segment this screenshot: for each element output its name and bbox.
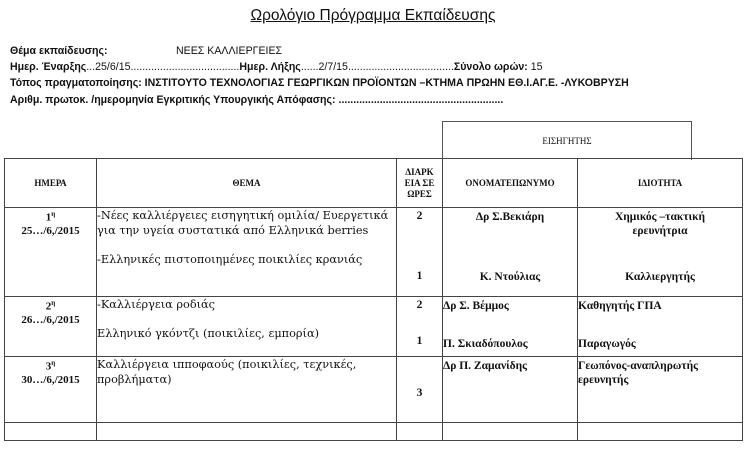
empty-cell <box>397 423 443 441</box>
approval-label: Αριθμ. πρωτοκ. /ημερομηνία Εγκριτικής Υπουργικής Απόφασης: <box>10 94 339 106</box>
subject-label: Θέμα εκπαίδευσης: <box>10 45 108 57</box>
schedule-table <box>4 158 743 441</box>
hours-value: 1 <box>416 335 423 347</box>
role-cell <box>578 208 743 297</box>
document-title: Ωρολόγιο Πρόγραμμα Εκπαίδευσης <box>250 7 496 24</box>
role-cell <box>578 297 743 357</box>
hours-value: 2 <box>416 210 423 222</box>
hours-value: 1 <box>416 270 423 282</box>
hours-label: Σύνολο ωρών: <box>453 61 528 73</box>
header-duration-line: ΕΙΑ ΣΕ <box>404 177 435 188</box>
approval-value: ........................................................ <box>338 94 504 106</box>
start-value: ...25/6/15..................................... <box>86 61 240 73</box>
hours-cell <box>397 357 443 423</box>
empty-cell <box>578 423 743 441</box>
empty-cell <box>443 423 578 441</box>
day-date: 25…/6,/2015 <box>21 224 80 237</box>
day-number: 1 <box>45 211 52 224</box>
day-suffix: η <box>51 359 56 367</box>
header-day: ΗΜΕΡΑ <box>5 159 97 208</box>
speaker-role: Παραγωγός <box>578 338 636 350</box>
end-label: Ημερ. Λήξης <box>239 61 301 73</box>
hours-cell <box>397 297 443 357</box>
topic-cell <box>97 357 397 423</box>
subject-value: ΝΕΕΣ ΚΑΛΛΙΕΡΓΕΙΕΣ <box>176 45 283 57</box>
speaker-name: Κ. Ντούλιας <box>479 271 541 283</box>
name-cell <box>443 357 578 423</box>
topic-cell <box>97 297 397 357</box>
header-topic: ΘΕΜΑ <box>97 159 397 208</box>
speaker-role: Γεωπόνος-αναπληρωτής ερευνητής <box>578 360 698 386</box>
table-row <box>5 357 743 423</box>
table-row <box>5 208 743 297</box>
header-row <box>5 159 743 208</box>
day-suffix: η <box>51 299 56 307</box>
empty-cell <box>5 423 97 441</box>
speaker-role: Καθηγητής ΓΠΑ <box>578 300 662 312</box>
topic-text: Καλλιέργεια ιπποφαούς (ποικιλίες, τεχνικές, προβλήματα) <box>97 358 357 386</box>
subject-line <box>10 45 283 57</box>
empty-cell <box>97 423 397 441</box>
speaker-name: Δρ Σ. Βέμμος <box>443 300 509 312</box>
topic-cell <box>97 208 397 297</box>
topic-text: -Ελληνικές πιστοποιημένες ποικιλίες κρανιάς <box>97 253 363 266</box>
day-suffix: η <box>51 210 56 218</box>
hours-value: 2 <box>416 299 423 311</box>
day-date: 30…/6,/2015 <box>21 373 80 386</box>
place-line <box>10 77 629 89</box>
place-label: Τόπος πραγματοποίησης: <box>10 77 145 89</box>
dates-line <box>10 61 543 73</box>
approval-line <box>10 94 503 106</box>
day-cell <box>5 297 97 357</box>
hours-value: 3 <box>416 387 423 399</box>
speaker-name: Δρ Σ.Βεκιάρη <box>475 211 545 223</box>
name-cell <box>443 208 578 297</box>
speaker-role: Χημικός –τακτική ερευνήτρια <box>614 211 706 237</box>
name-cell <box>443 297 578 357</box>
header-duration-line: ΩΡΕΣ <box>407 188 432 199</box>
topic-text: -Νέες καλλιέργειες εισηγητική ομιλία/ Ευεργετικά για την υγεία συστατικά από Ελληνικά berries <box>97 209 389 237</box>
start-label: Ημερ. Έναρξης <box>10 61 87 73</box>
speaker-name: Δρ Π. Ζαμανίδης <box>443 360 528 372</box>
hours-cell <box>397 208 443 297</box>
speaker-group-header: ΕΙΣΗΓΗΤΗΣ <box>442 121 692 160</box>
day-cell <box>5 357 97 423</box>
day-number: 3 <box>45 360 52 373</box>
day-date: 26…/6,/2015 <box>21 313 80 326</box>
day-cell <box>5 208 97 297</box>
place-value: ΙΝΣΤΙΤΟΥΤΟ ΤΕΧΝΟΛΟΓΙΑΣ ΓΕΩΡΓΙΚΩΝ ΠΡΟΪΟΝΤΩΝ –ΚΤΗΜΑ ΠΡΩΗΝ ΕΘ.Ι.ΑΓ.Ε. -ΛΥΚΟΒΡΥΣΗ <box>144 77 629 89</box>
speaker-name: Π. Σκιαδόπουλος <box>443 338 528 350</box>
header-duration-line: ΔΙΑΡΚ <box>405 166 434 177</box>
topic-text: Ελληνικό γκόντζι (ποικιλίες, εμπορία) <box>97 327 319 340</box>
topic-text: -Καλλιέργεια ροδιάς <box>97 298 216 311</box>
header-name: ΟΝΟΜΑΤΕΠΩΝΥΜΟ <box>443 159 578 208</box>
speaker-role: Καλλιεργητής <box>625 271 695 283</box>
table-row <box>5 297 743 357</box>
hours-value: 15 <box>527 61 543 73</box>
role-cell <box>578 357 743 423</box>
header-role: ΙΔΙΟΤΗΤΑ <box>578 159 743 208</box>
end-value: ......2/7/15.................................... <box>300 61 454 73</box>
table-row-empty <box>5 423 743 441</box>
day-number: 2 <box>45 300 52 313</box>
header-duration <box>397 159 443 208</box>
